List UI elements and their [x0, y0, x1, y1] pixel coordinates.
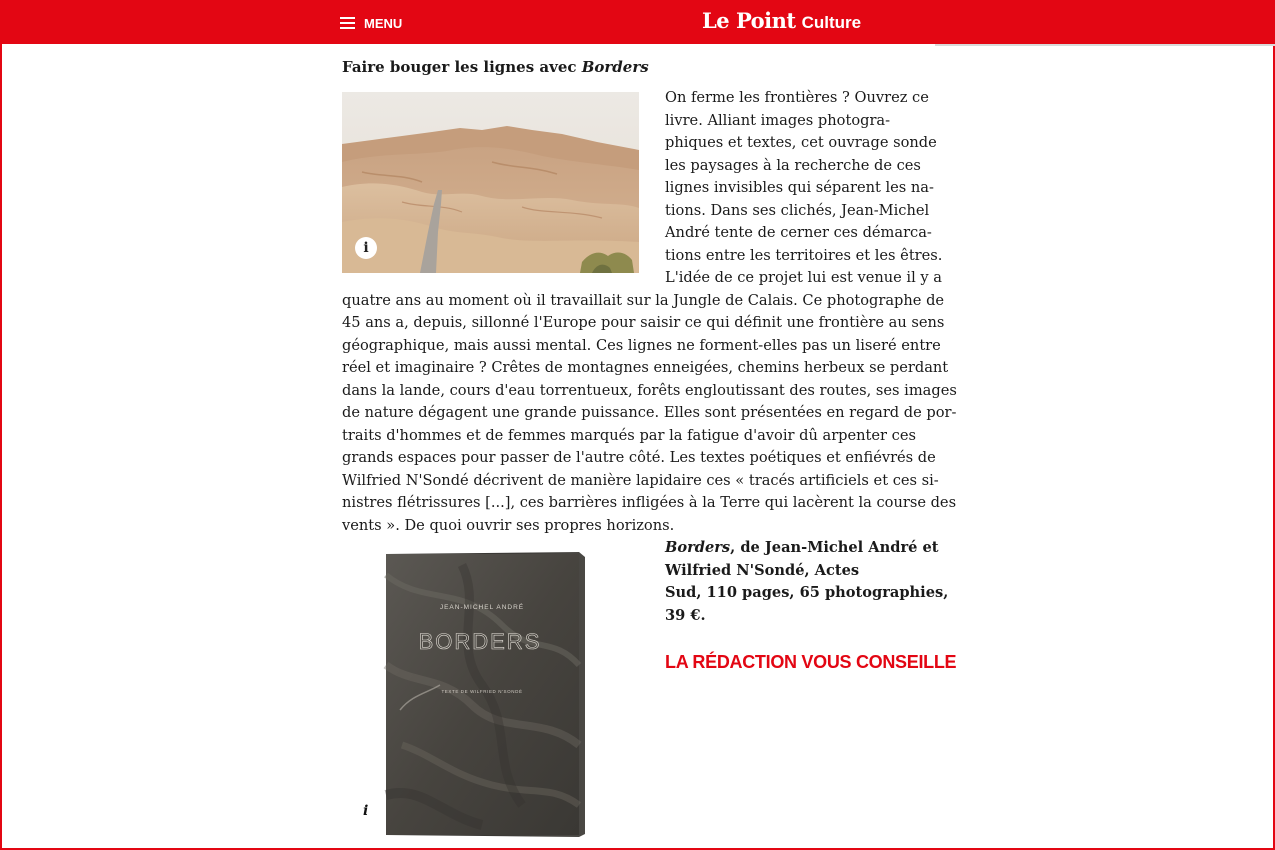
body-line: de nature dégagent une grande puissance. Elles sont présentées en regard de por-	[342, 404, 957, 421]
cover-coauthor-text: TEXTE DE WILFRIED N'SONDÉ	[441, 689, 523, 694]
body-line: 45 ans a, depuis, sillonné l'Europe pour saisir ce qui définit une frontière au sens	[342, 314, 945, 331]
body-line: réel et imaginaire ? Crêtes de montagnes enneigées, chemins herbeux se perdant	[342, 359, 949, 376]
body-line: L'idée de ce projet lui est venue il y a	[665, 269, 942, 286]
info-icon[interactable]: i	[355, 237, 377, 259]
credits-book-title: Borders	[665, 539, 731, 556]
body-line: dans la lande, cours d'eau torrentueux, forêts engloutissant des routes, ses images	[342, 381, 957, 399]
body-line: grands espaces pour passer de l'autre côté. Les textes poétiques et enfiévrés de	[342, 449, 936, 466]
body-line: Wilfried N'Sondé décrivent de manière lapidaire ces « tracés artificiels et ces si-	[342, 471, 939, 489]
cover-title-text: BORDERS	[418, 629, 542, 654]
cover-info-icon[interactable]: i	[363, 803, 369, 819]
book-credits	[665, 537, 949, 627]
body-line: nistres flétrissures [...], ces barrières infligées à la Terre qui lacèrent la course des	[342, 494, 957, 511]
recommendations-heading[interactable]: LA RÉDACTION VOUS CONSEILLE	[665, 652, 957, 672]
credits-authors: , de Jean-Michel André et	[730, 539, 939, 556]
credits-line: Wilfried N'Sondé, Actes	[665, 561, 860, 579]
subheading-book-title: Borders	[581, 58, 649, 76]
section-label[interactable]: Culture	[801, 13, 862, 32]
body-line: tions. Dans ses clichés, Jean-Michel	[665, 201, 930, 219]
body-line: tions entre les territoires et les êtres.	[665, 246, 943, 264]
body-line: géographique, mais aussi mental. Ces lignes ne forment-elles pas un liseré entre	[342, 336, 941, 354]
article-body	[342, 87, 957, 537]
body-line: les paysages à la recherche de ces	[665, 156, 921, 174]
credits-price: 39 €.	[665, 606, 706, 624]
hamburger-icon[interactable]	[340, 17, 355, 30]
body-line: phiques et textes, cet ouvrage sonde	[665, 134, 937, 151]
body-line: lignes invisibles qui séparent les na-	[665, 179, 934, 196]
body-line: On ferme les frontières ? Ouvrez ce	[665, 89, 929, 106]
logo-text[interactable]: Le Point	[702, 8, 796, 33]
body-line: livre. Alliant images photogra-	[665, 111, 891, 129]
credits-line	[665, 537, 939, 560]
article-subheading	[342, 56, 649, 78]
menu-label[interactable]: MENU	[364, 15, 403, 31]
credits-line: Sud, 110 pages, 65 photographies,	[665, 584, 949, 601]
subheading-text: Faire bouger les lignes avec	[342, 58, 582, 76]
body-line: quatre ans au moment où il travaillait sur la Jungle de Calais. Ce photographe de	[342, 291, 945, 309]
menu-button[interactable]	[340, 13, 402, 33]
cover-author-text: JEAN-MICHEL ANDRÉ	[439, 604, 525, 611]
body-line: traits d'hommes et de femmes marqués par la fatigue d'avoir dû arpenter ces	[342, 426, 916, 444]
body-line: André tente de cerner ces démarca-	[665, 224, 932, 241]
body-line: vents ». De quoi ouvrir ses propres horizons.	[342, 516, 675, 534]
header-divider	[935, 44, 1275, 46]
site-header	[2, 0, 1275, 44]
book-cover-image[interactable]	[342, 545, 639, 840]
site-logo[interactable]	[702, 8, 861, 33]
